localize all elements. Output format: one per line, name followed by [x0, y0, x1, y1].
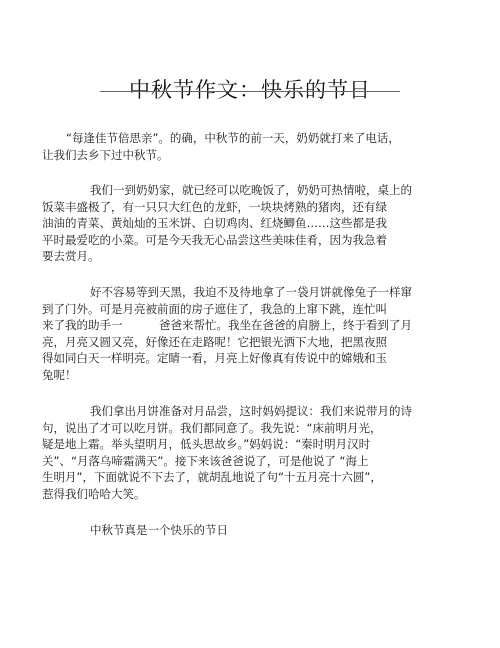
paragraph-5: [42, 522, 392, 539]
paragraph-3: [42, 284, 413, 383]
paragraph-1: [42, 130, 400, 163]
paragraph-line: 到了门外。可是月亮被前面的房子遮住了，我急的上窜下跳，连忙叫: [42, 301, 387, 316]
paragraph-line: 关”、“月落乌啼霜满天”。接下来该爸爸说了，可是他说了 “海上: [42, 453, 369, 468]
paragraph-line: 生明月”，下面就说不下去了，就胡乱地说了句“十五月亮十六圆”，: [42, 470, 382, 484]
paragraph-line: 兔呢！: [42, 367, 77, 382]
paragraph-line: 得如同白天一样明亮。定睛一看，月亮上好像真有传说中的嫦娥和玉: [42, 351, 387, 365]
paragraph-line: 我们一到奶奶家，就已经可以吃晚饭了，奶奶可热情啦，桌上的: [90, 183, 412, 197]
paragraph-line: 好不容易等到天黑，我迫不及待地拿了一袋月饼就像兔子一样窜: [90, 285, 412, 299]
paragraph-line: 要去赏月。: [42, 249, 100, 263]
paragraph-line: 油油的青菜、黄灿灿的玉米饼、白切鸡肉、红烧鲫鱼……这些都是我: [42, 216, 387, 230]
paragraph-line: 让我们去乡下过中秋节。: [42, 147, 169, 162]
paragraph-line: 惹得我们哈哈大笑。: [42, 486, 146, 501]
paragraph-2: [42, 182, 412, 265]
paragraph-line: 句，说出了才可以吃月饼。我们都同意了。我先说：“床前明月光，: [42, 420, 382, 435]
paragraph-line: 来了我的助手一 爸爸来帮忙。我坐在爸爸的肩膀上，终于看到了月: [42, 318, 413, 332]
paragraph-line: 我们拿出月饼准备对月品尝，这时妈妈提议：我们来说带月的诗: [90, 404, 412, 418]
title-divider: [100, 91, 400, 92]
paragraph-line: 中秋节真是一个快乐的节日: [90, 523, 228, 537]
page-title: 中秋节作文：快乐的节日: [129, 78, 371, 103]
paragraph-line: 疑是地上霜。举头望明月，低头思故乡。”妈妈说：“秦时明月汉时: [42, 437, 371, 451]
paragraph-line: 饭菜丰盛极了，有一只只大红色的龙虾，一块块烤熟的猪肉，还有绿: [42, 199, 387, 214]
paragraph-line: “每逢佳节倍思亲”。的确，中秋节的前一天，奶奶就打来了电话，: [66, 131, 400, 145]
paragraph-4: [42, 403, 412, 502]
paragraph-line: 平时最爱吃的小菜。可是今天我无心品尝这些美味佳肴，因为我急着: [42, 232, 387, 247]
paragraph-line: 亮，月亮又圆又亮，好像还在走路呢！它把银光洒下大地，把黑夜照: [42, 334, 387, 349]
